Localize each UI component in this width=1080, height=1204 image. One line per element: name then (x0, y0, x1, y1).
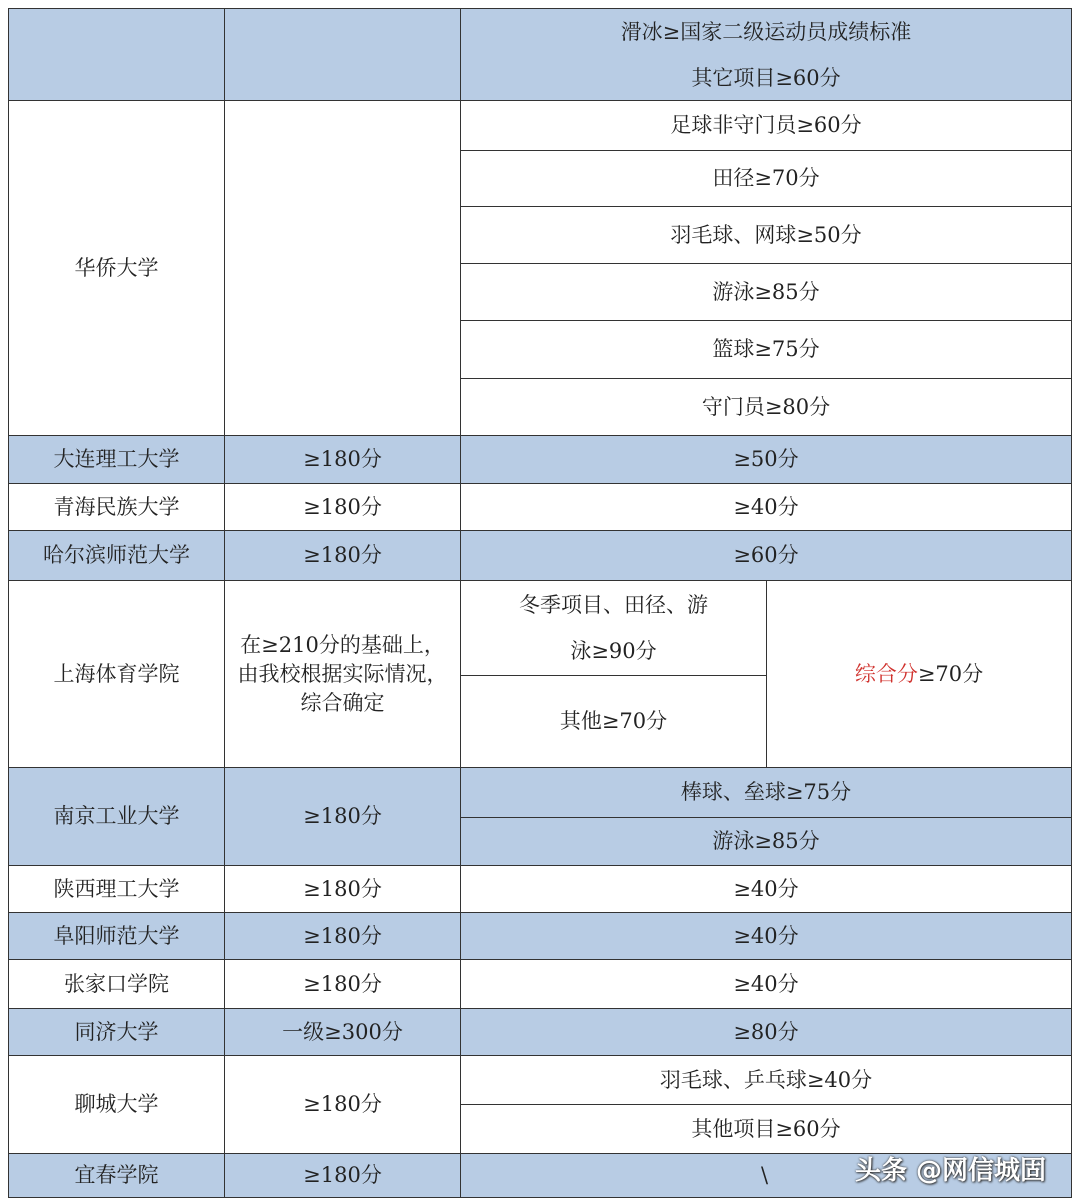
total-score: ≥180分 (224, 865, 461, 913)
university-name: 大连理工大学 (8, 435, 225, 484)
university-name: 张家口学院 (8, 959, 225, 1009)
highlight-text: 综合分 (854, 661, 918, 686)
criteria-cell: 守门员≥80分 (460, 378, 1072, 436)
header-cell (460, 8, 1072, 101)
university-name: 宜春学院 (8, 1153, 225, 1198)
criteria-cell: 棒球、垒球≥75分 (460, 767, 1072, 818)
criteria-text: 冬季项目、田径、游 (519, 593, 708, 617)
header-text: 滑冰≥国家二级运动员成绩标准 (620, 19, 912, 44)
total-score: ≥180分 (224, 959, 461, 1009)
criteria-cell: ≥40分 (460, 959, 1072, 1009)
criteria-cell: ≥40分 (460, 912, 1072, 960)
header-cell-empty (8, 8, 225, 101)
watermark: 头条 @网信城固 (855, 1156, 1047, 1186)
criteria-cell: 羽毛球、网球≥50分 (460, 206, 1072, 264)
criteria-cell: 游泳≥85分 (460, 817, 1072, 866)
total-score: ≥180分 (224, 912, 461, 960)
criteria-cell: 羽毛球、乒乓球≥40分 (460, 1055, 1072, 1105)
university-name: 陕西理工大学 (8, 865, 225, 913)
criteria-text: 泳≥90分 (570, 639, 657, 663)
criteria-cell: ≥60分 (460, 530, 1072, 581)
score-text: 综合确定 (300, 690, 385, 715)
total-score: 一级≥300分 (224, 1008, 461, 1056)
criteria-cell: ≥50分 (460, 435, 1072, 484)
criteria-cell: ≥80分 (460, 1008, 1072, 1056)
university-name: 哈尔滨师范大学 (8, 530, 225, 581)
total-score: ≥180分 (224, 1055, 461, 1154)
criteria-cell (766, 580, 1072, 768)
score-text: 由我校根据实际情况， (237, 661, 448, 686)
empty-cell (224, 100, 461, 436)
university-name: 华侨大学 (8, 100, 225, 436)
university-name: 上海体育学院 (8, 580, 225, 768)
criteria-cell: 篮球≥75分 (460, 320, 1072, 379)
score-text: 在≥210分的基础上， (240, 632, 445, 657)
university-name: 青海民族大学 (8, 483, 225, 531)
university-name: 阜阳师范大学 (8, 912, 225, 960)
criteria-cell: 其他≥70分 (460, 675, 767, 768)
criteria-cell: 足球非守门员≥60分 (460, 100, 1072, 151)
university-name: 聊城大学 (8, 1055, 225, 1154)
total-score: ≥180分 (224, 1153, 461, 1198)
criteria-cell: 田径≥70分 (460, 150, 1072, 207)
criteria-cell: ≥40分 (460, 865, 1072, 913)
criteria-cell: ≥40分 (460, 483, 1072, 531)
criteria-cell: 其他项目≥60分 (460, 1104, 1072, 1154)
criteria-cell: \ (460, 1153, 1072, 1198)
total-score: ≥180分 (224, 483, 461, 531)
header-text: 其它项目≥60分 (691, 65, 841, 90)
total-score: ≥180分 (224, 435, 461, 484)
criteria-text: ≥70分 (917, 661, 984, 686)
criteria-cell: 游泳≥85分 (460, 263, 1072, 321)
criteria-cell (460, 580, 767, 676)
total-score: ≥180分 (224, 767, 461, 866)
header-cell-empty (224, 8, 461, 101)
total-score: ≥180分 (224, 530, 461, 581)
university-name: 南京工业大学 (8, 767, 225, 866)
university-name: 同济大学 (8, 1008, 225, 1056)
total-score (224, 580, 461, 768)
